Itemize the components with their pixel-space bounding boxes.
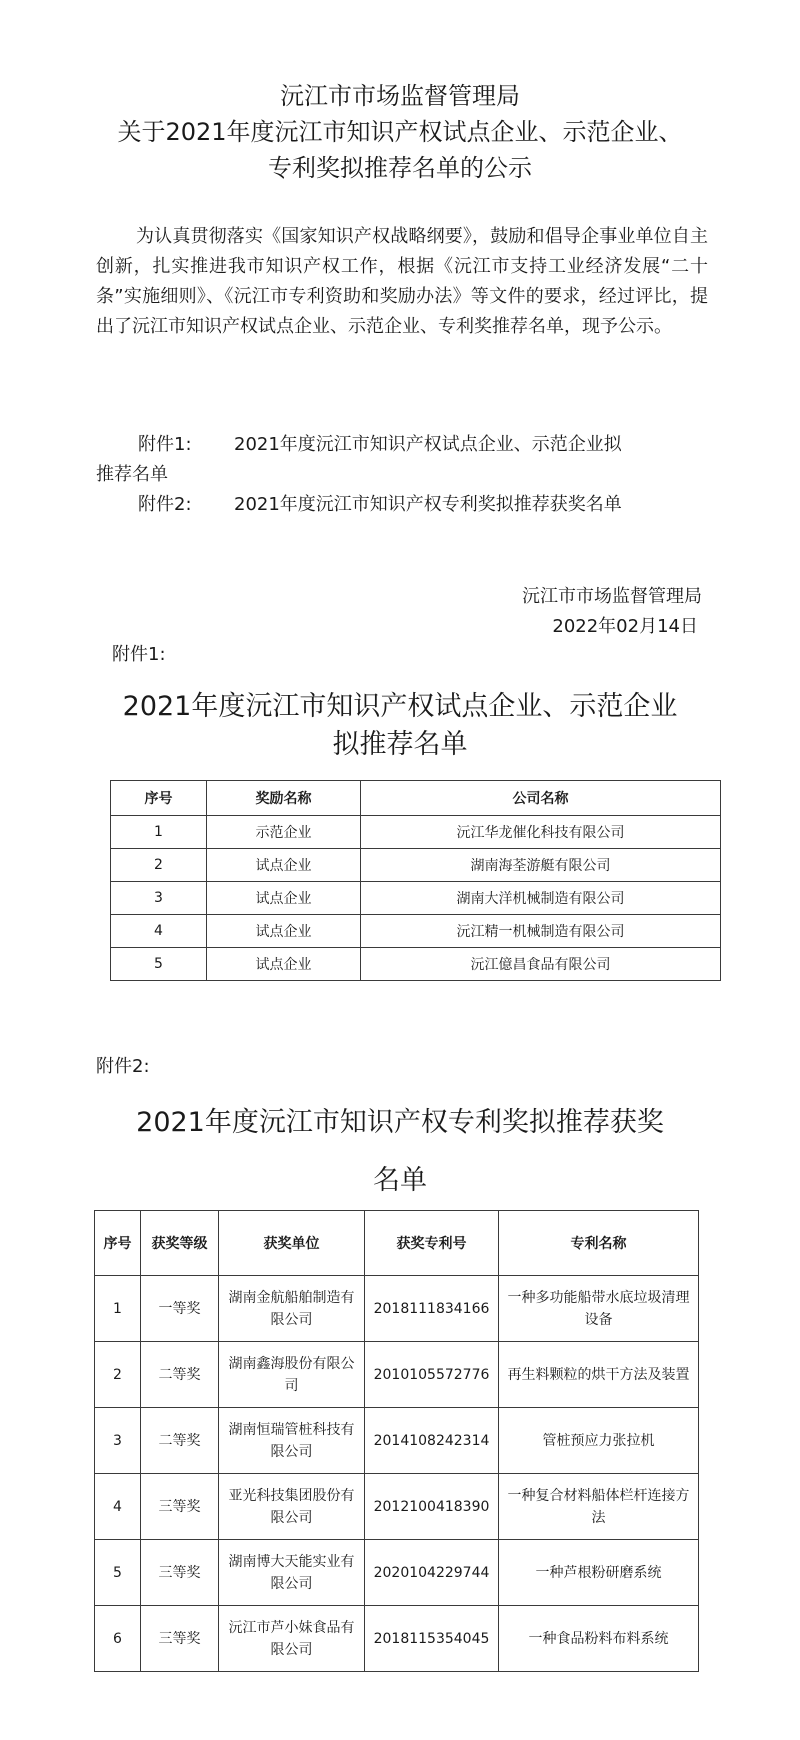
title-line-3: 专利奖拟推荐名单的公示 <box>268 154 532 182</box>
award-level: 三等奖 <box>141 1540 219 1606</box>
company-name: 沅江精一机械制造有限公司 <box>361 915 721 948</box>
award-unit: 湖南博大天能实业有限公司 <box>219 1540 365 1606</box>
section1-title <box>0 688 800 764</box>
award-name: 试点企业 <box>207 849 361 882</box>
header-cell: 获奖等级 <box>141 1211 219 1276</box>
pilot-enterprise-table <box>110 780 721 981</box>
award-unit: 沅江市芦小妹食品有限公司 <box>219 1606 365 1672</box>
award-unit: 湖南恒瑞管桩科技有限公司 <box>219 1408 365 1474</box>
table-row <box>95 1474 699 1540</box>
signature-block <box>440 582 702 642</box>
row-index: 3 <box>95 1408 141 1474</box>
table-row <box>111 915 721 948</box>
table-row <box>111 816 721 849</box>
title-line-2: 关于2021年度沅江市知识产权试点企业、示范企业、 <box>117 118 683 146</box>
company-name: 沅江億昌食品有限公司 <box>361 948 721 981</box>
row-index: 2 <box>95 1342 141 1408</box>
row-index: 2 <box>111 849 207 882</box>
table-row <box>111 882 721 915</box>
table-row <box>111 948 721 981</box>
table-row <box>95 1606 699 1672</box>
header-cell: 获奖单位 <box>219 1211 365 1276</box>
award-unit: 湖南鑫海股份有限公司 <box>219 1342 365 1408</box>
table-header-row <box>111 781 721 816</box>
attachment-text: 2021年度沅江市知识产权试点企业、示范企业拟 <box>234 434 622 455</box>
patent-name: 一种芦根粉研磨系统 <box>499 1540 699 1606</box>
header-cell: 公司名称 <box>361 781 721 816</box>
attachment-item-2 <box>96 490 708 520</box>
award-name: 试点企业 <box>207 915 361 948</box>
attachment-text: 2021年度沅江市知识产权专利奖拟推荐获奖名单 <box>234 494 622 515</box>
award-level: 三等奖 <box>141 1606 219 1672</box>
intro-paragraph: 为认真贯彻落实《国家知识产权战略纲要》，鼓励和倡导企事业单位自主创新，扎实推进我市知识产权工作，根据《沅江市支持工业经济发展“二十条”实施细则》、《沅江市专利资助和奖励办法》等文件的要求，经过评比，提出了沅江市知识产权试点企业、示范企业、专利奖推荐名单，现予公示。 <box>96 226 708 337</box>
header-cell: 序号 <box>111 781 207 816</box>
row-index: 1 <box>111 816 207 849</box>
row-index: 5 <box>111 948 207 981</box>
row-index: 4 <box>95 1474 141 1540</box>
table-header-row <box>95 1211 699 1276</box>
table-row <box>95 1540 699 1606</box>
section2-label: 附件2: <box>96 1056 150 1077</box>
row-index: 3 <box>111 882 207 915</box>
patent-award-table <box>94 1210 699 1672</box>
table-row <box>95 1342 699 1408</box>
award-unit: 亚光科技集团股份有限公司 <box>219 1474 365 1540</box>
attachment-prefix: 附件1: <box>138 434 192 455</box>
award-level: 二等奖 <box>141 1342 219 1408</box>
section2-title-line-2: 名单 <box>373 1165 427 1196</box>
title-line-1: 沅江市市场监督管理局 <box>280 82 520 110</box>
row-index: 5 <box>95 1540 141 1606</box>
company-name: 沅江华龙催化科技有限公司 <box>361 816 721 849</box>
patent-number: 2010105572776 <box>365 1342 499 1408</box>
patent-name: 一种多功能船带水底垃圾清理设备 <box>499 1276 699 1342</box>
patent-name: 一种复合材料船体栏杆连接方法 <box>499 1474 699 1540</box>
table-row <box>95 1408 699 1474</box>
attachment-item-1-cont: 推荐名单 <box>96 464 168 485</box>
attachment-list <box>96 430 708 520</box>
patent-name: 一种食品粉料布料系统 <box>499 1606 699 1672</box>
section1-label: 附件1: <box>112 644 166 665</box>
patent-number: 2012100418390 <box>365 1474 499 1540</box>
award-level: 二等奖 <box>141 1408 219 1474</box>
company-name: 湖南海荃游艇有限公司 <box>361 849 721 882</box>
section1-title-line-1: 2021年度沅江市知识产权试点企业、示范企业 <box>122 691 678 722</box>
company-name: 湖南大洋机械制造有限公司 <box>361 882 721 915</box>
header-cell: 奖励名称 <box>207 781 361 816</box>
award-level: 一等奖 <box>141 1276 219 1342</box>
award-unit: 湖南金航船舶制造有限公司 <box>219 1276 365 1342</box>
table-row <box>95 1276 699 1342</box>
award-level: 三等奖 <box>141 1474 219 1540</box>
patent-number: 2020104229744 <box>365 1540 499 1606</box>
header-cell: 序号 <box>95 1211 141 1276</box>
header-cell: 专利名称 <box>499 1211 699 1276</box>
notice-title <box>0 78 800 186</box>
signature-date: 2022年02月14日 <box>552 616 698 637</box>
patent-number: 2018115354045 <box>365 1606 499 1672</box>
section2-title <box>0 1094 800 1210</box>
row-index: 4 <box>111 915 207 948</box>
attachment-item-1 <box>96 430 708 460</box>
row-index: 1 <box>95 1276 141 1342</box>
award-name: 示范企业 <box>207 816 361 849</box>
patent-name: 管桩预应力张拉机 <box>499 1408 699 1474</box>
patent-number: 2018111834166 <box>365 1276 499 1342</box>
patent-name: 再生料颗粒的烘干方法及装置 <box>499 1342 699 1408</box>
award-name: 试点企业 <box>207 882 361 915</box>
award-name: 试点企业 <box>207 948 361 981</box>
attachment-prefix: 附件2: <box>138 494 192 515</box>
header-cell: 获奖专利号 <box>365 1211 499 1276</box>
section1-title-line-2: 拟推荐名单 <box>332 729 468 760</box>
signature-org: 沅江市市场监督管理局 <box>522 586 702 607</box>
row-index: 6 <box>95 1606 141 1672</box>
patent-number: 2014108242314 <box>365 1408 499 1474</box>
section2-title-line-1: 2021年度沅江市知识产权专利奖拟推荐获奖 <box>136 1107 664 1138</box>
table-row <box>111 849 721 882</box>
